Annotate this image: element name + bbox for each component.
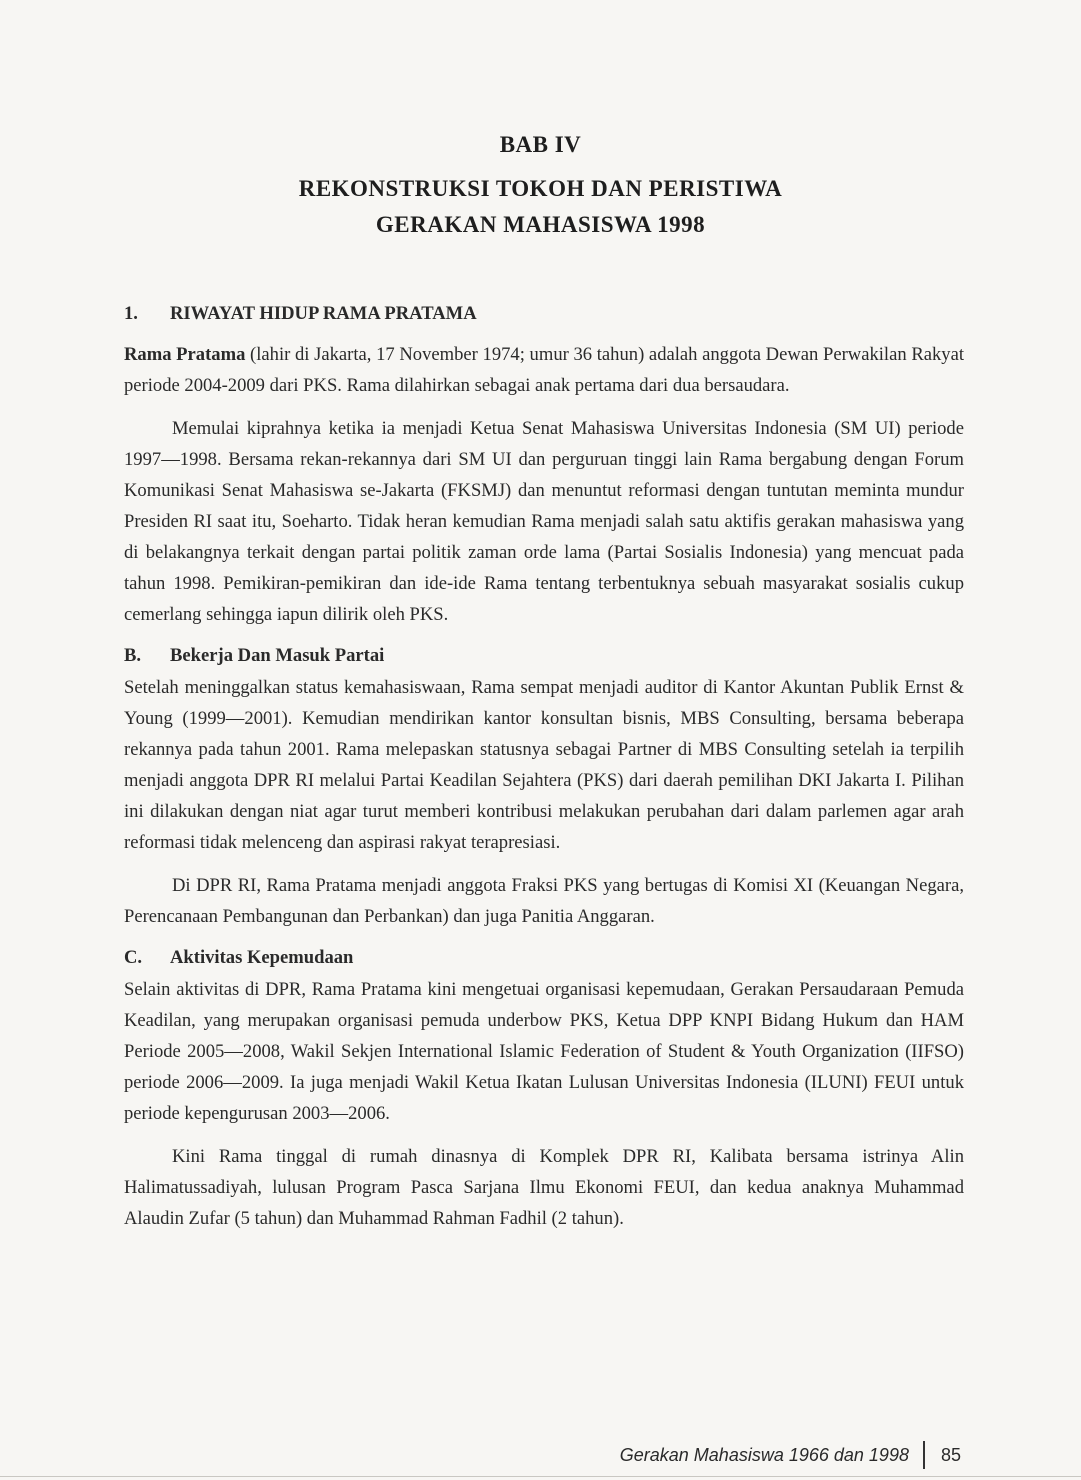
page-footer bbox=[620, 1441, 961, 1469]
lead-name: Rama Pratama bbox=[124, 344, 246, 365]
section-1-title: RIWAYAT HIDUP RAMA PRATAMA bbox=[170, 303, 477, 324]
section-b-number: B. bbox=[124, 645, 142, 666]
body-content bbox=[124, 298, 964, 1246]
chapter-title-line-2: GERAKAN MAHASISWA 1998 bbox=[375, 212, 706, 237]
section-1-paragraph-2: Memulai kiprahnya ketika ia menjadi Ketua Senat Mahasiswa Universitas Indonesia (SM UI) periode 1997—1998. Bersama rekan-rekannya dari SM UI dan perguruan tinggi lain Rama bergabung dengan Forum Komunikasi Senat Mahasiswa se-Jakarta (FKSMJ) dan menuntut reformasi dengan tuntutan meminta mundur Presiden RI saat itu, Soeharto. Tidak heran kemudian Rama menjadi salah satu aktifis gerakan mahasiswa yang di belakangnya terkait dengan partai politik zaman orde lama (Partai Sosialis Indonesia) yang mencuat pada tahun 1998. Pemikiran-pemikiran dan ide-ide Rama tentang terbentuknya sebuah masyarakat sosialis cukup cemerlang sehingga iapun dilirik oleh PKS. bbox=[124, 418, 964, 625]
section-b-heading bbox=[124, 642, 964, 670]
section-c-paragraph-1: Selain aktivitas di DPR, Rama Pratama kini mengetuai organisasi kepemudaan, Gerakan Persaudaraan Pemuda Keadilan, yang merupakan organisasi pemuda underbow PKS, Ketua DPP KNPI Bidang Hukum dan HAM Periode 2005—2008, Wakil Sekjen International Islamic Federation of Student & Youth Organization (IIFSO) periode 2006—2009. Ia juga menjadi Wakil Ketua Ikatan Lulusan Universitas Indonesia (ILUNI) FEUI untuk periode kepengurusan 2003—2006. bbox=[124, 979, 964, 1124]
section-b-paragraph-2: Di DPR RI, Rama Pratama menjadi anggota Fraksi PKS yang bertugas di Komisi XI (Keuangan Negara, Perencanaan Pembangunan dan Perbankan) dan juga Panitia Anggaran. bbox=[124, 875, 964, 927]
chapter-title-line-1: REKONSTRUKSI TOKOH DAN PERISTIWA bbox=[298, 176, 783, 201]
section-b-title: Bekerja Dan Masuk Partai bbox=[170, 645, 385, 666]
section-1-paragraph-1 bbox=[124, 339, 964, 401]
section-b-paragraph-1: Setelah meninggalkan status kemahasiswaan, Rama sempat menjadi auditor di Kantor Akuntan Publik Ernst & Young (1999—2001). Kemudian mendirikan kantor konsultan bisnis, MBS Consulting, bersama beberapa rekannya pada tahun 2001. Rama melepaskan statusnya sebagai Partner di MBS Consulting setelah ia terpilih menjadi anggota DPR RI melalui Partai Keadilan Sejahtera (PKS) dari daerah pemilihan DKI Jakarta I. Pilihan ini dilakukan dengan niat agar turut memberi kontribusi melakukan perubahan dari dalam parlemen agar arah reformasi tidak melenceng dan aspirasi rakyat terapresiasi. bbox=[124, 677, 964, 853]
page-number: 85 bbox=[940, 1444, 961, 1465]
section-1-heading bbox=[124, 298, 964, 329]
section-1-paragraph-1-text: (lahir di Jakarta, 17 November 1974; umur 36 tahun) adalah anggota Dewan Perwakilan Rakyat periode 2004-2009 dari PKS. Rama dilahirkan sebagai anak pertama dari dua bersaudara. bbox=[124, 344, 964, 396]
section-c-title: Aktivitas Kepemudaan bbox=[170, 947, 354, 968]
section-c-paragraph-2: Kini Rama tinggal di rumah dinasnya di Komplek DPR RI, Kalibata bersama istrinya Alin Halimatussadiyah, lulusan Program Pasca Sarjana Ilmu Ekonomi FEUI, dan kedua anaknya Muhammad Alaudin Zufar (5 tahun) dan Muhammad Rahman Fadhil (2 tahun). bbox=[124, 1146, 964, 1229]
section-c-number: C. bbox=[124, 947, 143, 968]
footer-separator bbox=[923, 1441, 925, 1469]
chapter-heading: BAB IV bbox=[499, 132, 582, 157]
section-1-number: 1. bbox=[124, 303, 138, 324]
bottom-rule bbox=[0, 1476, 1081, 1477]
footer-book-title: Gerakan Mahasiswa 1966 dan 1998 bbox=[619, 1444, 909, 1465]
section-c-heading bbox=[124, 944, 964, 972]
